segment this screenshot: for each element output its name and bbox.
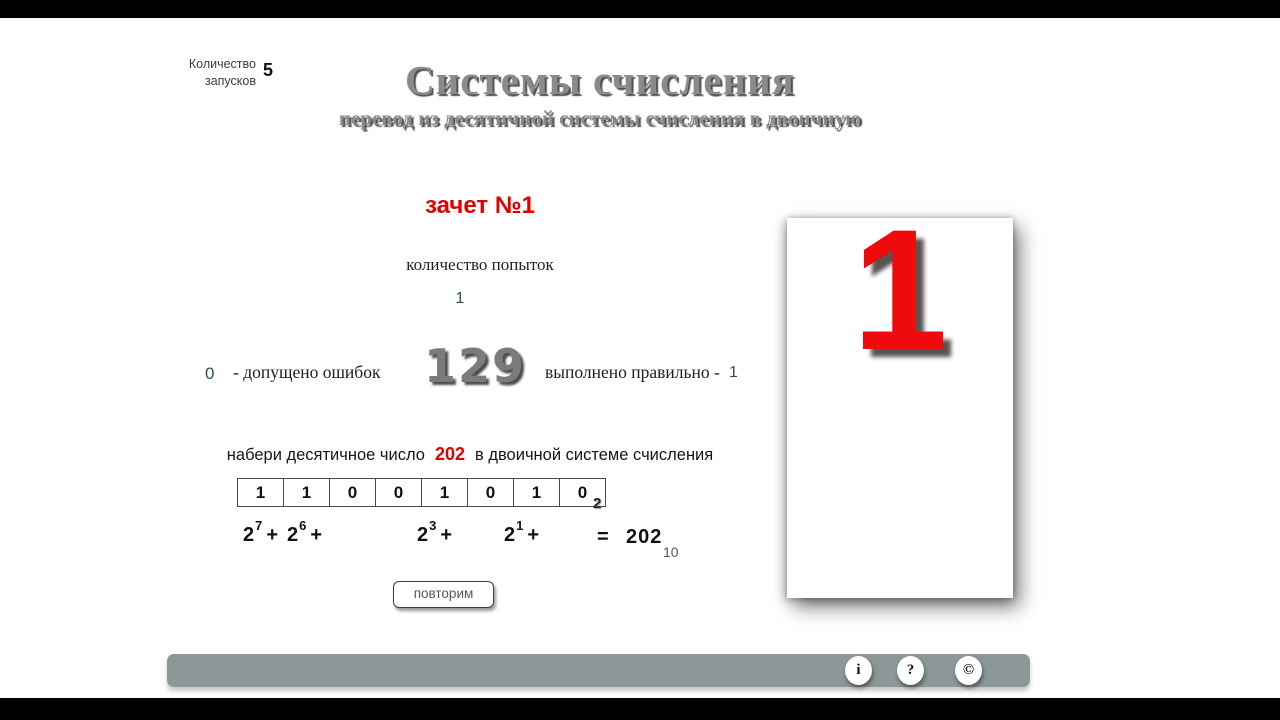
attempts-value: 1: [455, 290, 465, 307]
launch-count-value: 5: [263, 60, 274, 80]
binary-cell[interactable]: 0: [330, 479, 376, 507]
errors-count: 0: [205, 364, 215, 383]
correct-count: 1: [729, 364, 738, 381]
power-base: 2: [417, 524, 429, 546]
launch-count-label-line1: Количество: [188, 57, 256, 71]
correct-label: выполнено правильно -: [545, 362, 720, 382]
binary-input-row: [237, 478, 606, 507]
plus-sign: +: [527, 524, 540, 546]
power-base: 2: [504, 524, 516, 546]
power-exponent: 7: [255, 518, 263, 533]
binary-base-subscript: 2: [593, 495, 602, 512]
power-term: [287, 518, 323, 547]
binary-cell[interactable]: 1: [422, 479, 468, 507]
plus-sign: +: [310, 524, 323, 546]
launch-count-label-line2: запусков: [204, 74, 256, 88]
plus-sign: +: [266, 524, 279, 546]
decimal-result: 202: [626, 526, 663, 548]
binary-cell[interactable]: 0: [468, 479, 514, 507]
copyright-button[interactable]: ©: [955, 656, 982, 685]
decimal-base-subscript: 10: [663, 544, 679, 560]
flashcard-digit: 1: [852, 194, 948, 386]
power-exponent: 1: [516, 518, 524, 533]
equals-sign: =: [597, 526, 609, 548]
bottom-letterbox-bar: [0, 698, 1280, 720]
plus-sign: +: [440, 524, 453, 546]
binary-cell[interactable]: 0: [560, 479, 606, 507]
task-target-number: 202: [434, 444, 465, 464]
attempts-label: количество попыток: [406, 255, 554, 274]
task-prompt-after: в двоичной системе счисления: [475, 446, 714, 464]
page-title: Системы счисления: [405, 57, 795, 103]
task-prompt-before: набери десятичное число: [226, 446, 425, 464]
power-base: 2: [243, 524, 255, 546]
current-number-display: 129: [424, 339, 527, 393]
power-term: [417, 518, 453, 547]
power-term: [504, 518, 540, 547]
quiz-name: зачет №1: [425, 192, 535, 219]
power-base: 2: [287, 524, 299, 546]
page-subtitle: перевод из десятичной системы счисления в двоичную: [338, 106, 862, 130]
binary-cell[interactable]: 0: [376, 479, 422, 507]
flashcard: [787, 194, 1013, 598]
power-exponent: 3: [429, 518, 437, 533]
power-term: [243, 518, 279, 547]
binary-cell[interactable]: 1: [284, 479, 330, 507]
top-letterbox-bar: [0, 0, 1280, 18]
binary-cell[interactable]: 1: [238, 479, 284, 507]
repeat-button[interactable]: повторим: [393, 581, 494, 608]
help-button[interactable]: ?: [897, 656, 924, 685]
errors-label: - допущено ошибок: [233, 362, 381, 382]
binary-cell[interactable]: 1: [514, 479, 560, 507]
power-exponent: 6: [299, 518, 307, 533]
info-button[interactable]: i: [845, 656, 872, 685]
binary-cells-row: [238, 479, 606, 507]
